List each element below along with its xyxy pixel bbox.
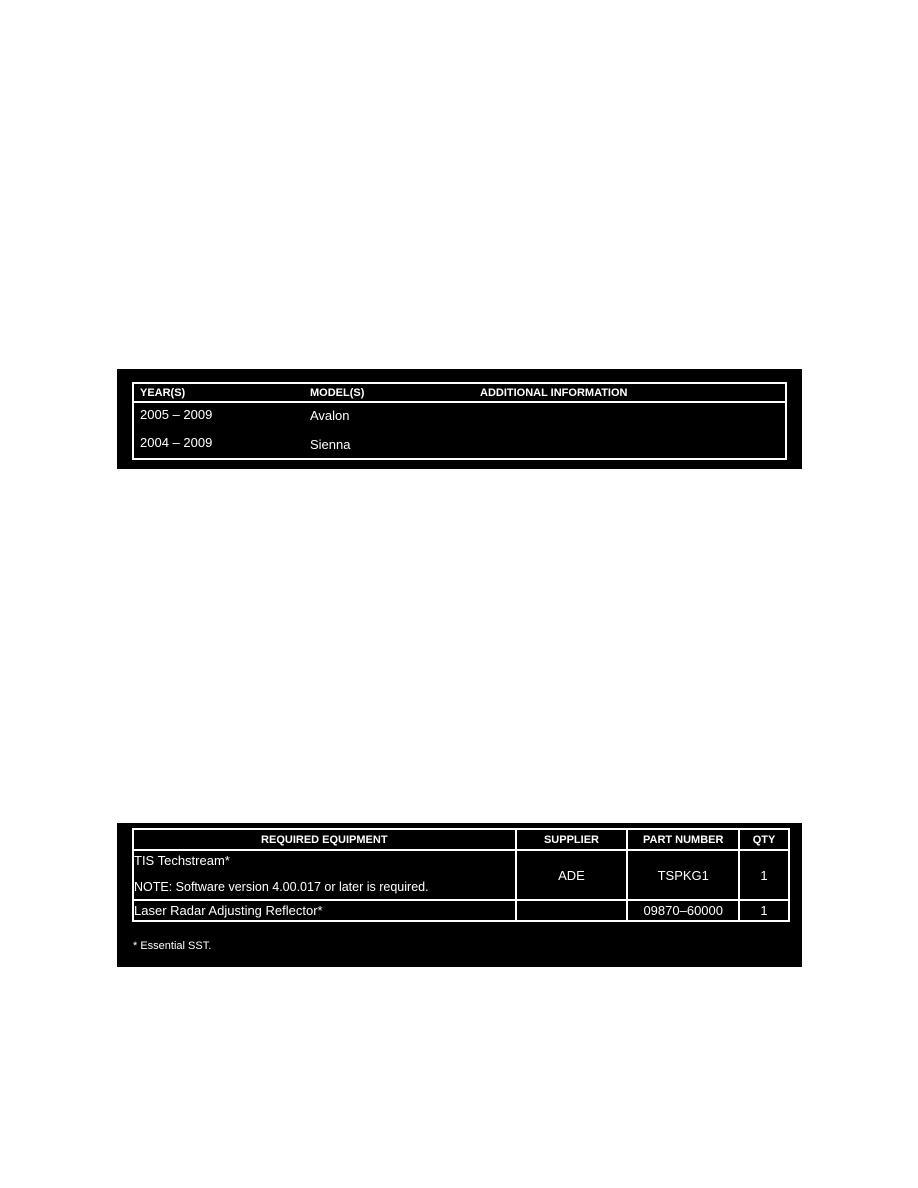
header-years: YEAR(S)	[140, 387, 186, 399]
required-equipment-table	[117, 823, 802, 967]
equipment-part-number: 09870–60000	[627, 900, 739, 921]
header-models: MODEL(S)	[310, 387, 365, 399]
equipment-footnote: * Essential SST.	[133, 940, 212, 952]
equipment-header-row	[133, 829, 789, 850]
equipment-note: NOTE: Software version 4.00.017 or later is required.	[134, 880, 429, 894]
equipment-qty: 1	[739, 900, 789, 921]
equipment-qty: 1	[739, 850, 789, 900]
equipment-table-grid	[132, 828, 790, 922]
header-qty: QTY	[739, 829, 789, 850]
header-additional-information: ADDITIONAL INFORMATION	[480, 387, 628, 399]
header-part-number: PART NUMBER	[627, 829, 739, 850]
equipment-part-number: TSPKG1	[627, 850, 739, 900]
equipment-name: Laser Radar Adjusting Reflector*	[133, 900, 516, 921]
row-model: Sienna	[310, 437, 351, 452]
equipment-supplier	[516, 900, 628, 921]
applicability-table	[117, 369, 802, 469]
equipment-supplier: ADE	[516, 850, 628, 900]
row-years: 2005 – 2009	[140, 407, 213, 422]
equipment-row	[133, 850, 789, 900]
equipment-row	[133, 900, 789, 921]
applicability-header-row	[134, 384, 785, 403]
equipment-name-cell	[133, 850, 516, 900]
row-model: Avalon	[310, 408, 350, 423]
applicability-table-frame	[132, 382, 787, 460]
row-years: 2004 – 2009	[140, 435, 213, 450]
header-required-equipment: REQUIRED EQUIPMENT	[133, 829, 516, 850]
equipment-name: TIS Techstream*	[134, 853, 230, 868]
header-supplier: SUPPLIER	[516, 829, 628, 850]
